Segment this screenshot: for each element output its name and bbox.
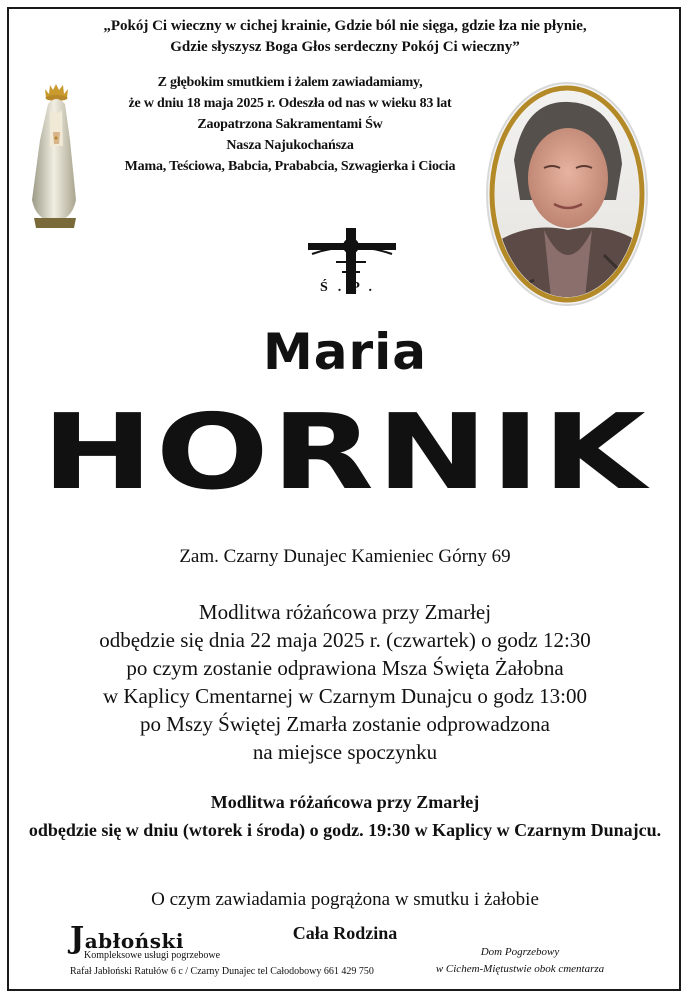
- deceased-first-name: Maria: [262, 323, 428, 381]
- deceased-address: Zam. Czarny Dunajec Kamieniec Górny 69: [179, 546, 511, 567]
- portrait-photo: [484, 80, 650, 308]
- ceremony-line: Modlitwa różańcowa przy Zmarłej: [198, 600, 492, 624]
- madonna-statue-icon: [26, 80, 82, 230]
- rosary-details: odbędzie się w dniu (wtorek i środa) o godz. 19:30 w Kaplicy w Czarnym Dunajcu.: [28, 820, 662, 840]
- deceased-last-name: HORNIK: [41, 391, 649, 513]
- funeral-home-contact: Rafał Jabłoński Ratułów 6 c / Czarny Dunajec tel Całodobowy 661 429 750: [70, 966, 374, 977]
- funeral-home-initial: J: [70, 921, 85, 956]
- funeral-home-subtitle: Kompleksowe usługi pogrzebowe: [84, 950, 221, 961]
- dom-pogrzebowy-line-1: Dom Pogrzebowy: [480, 946, 560, 958]
- sp-label: Ś.P.: [319, 280, 383, 295]
- quote-line-1: „Pokój Ci wieczny w cichej krainie, Gdzie ból nie sięga, gdzie łza nie płynie,: [103, 18, 587, 34]
- funeral-home-logo: [70, 921, 390, 978]
- announcement-line: Z głębokim smutkiem i żalem zawiadamiamy,: [157, 75, 423, 90]
- ceremony-line: w Kaplicy Cmentarnej w Czarnym Dunajcu o godz 13:00: [102, 684, 588, 708]
- announcement-line: Mama, Teściowa, Babcia, Prababcia, Szwagierka i Ciocia: [124, 159, 456, 174]
- quote-line-2: Gdzie słyszysz Boga Głos serdeczny Pokój Ci wieczny”: [170, 39, 520, 55]
- ceremony-line: odbędzie się dnia 22 maja 2025 r. (czwartek) o godz 12:30: [99, 628, 591, 652]
- ceremony-details: [20, 598, 670, 766]
- dom-pogrzebowy: [420, 944, 620, 978]
- dom-pogrzebowy-line-2: w Cichem-Miętustwie obok cmentarza: [435, 963, 605, 975]
- ceremony-line: po Mszy Świętej Zmarła zostanie odprowadzona: [140, 712, 550, 736]
- rosary-title: Modlitwa różańcowa przy Zmarłej: [210, 792, 480, 812]
- closing-text: O czym zawiadamia pogrążona w smutku i żałobie: [151, 889, 539, 910]
- announcement-line: Nasza Najukochańsza: [226, 138, 354, 153]
- announcement-text: [110, 72, 470, 177]
- family-signature: Cała Rodzina: [292, 923, 398, 943]
- memorial-quote: [60, 16, 630, 58]
- announcement-line: Zaopatrzona Sakramentami Św: [197, 117, 383, 132]
- ceremony-line: po czym zostanie odprawiona Msza Święta Żałobna: [126, 656, 564, 680]
- announcement-line: że w dniu 18 maja 2025 r. Odeszła od nas w wieku 83 lat: [128, 96, 452, 111]
- ceremony-line: na miejsce spoczynku: [252, 740, 438, 764]
- rosary-notice: [10, 788, 680, 844]
- funeral-home-name-rest: abłoński: [84, 929, 184, 953]
